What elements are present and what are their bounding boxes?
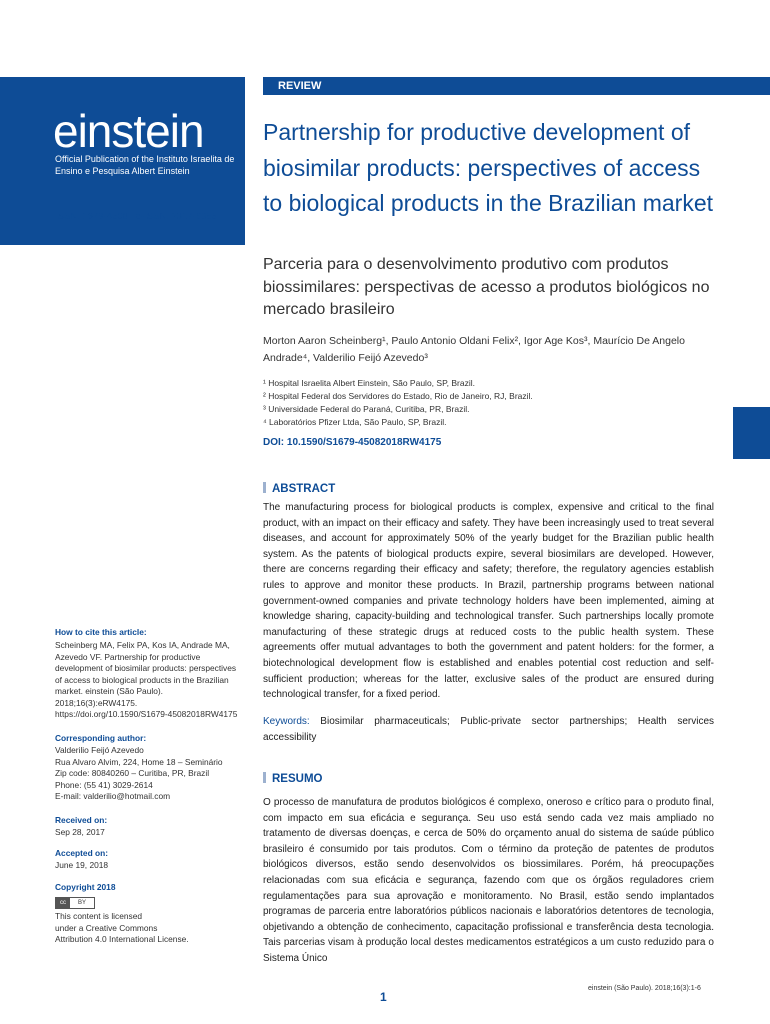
article-title: Partnership for productive development of biosimilar products: perspectives of access to biological products in the Brazilian market [263, 119, 714, 216]
doi-link[interactable]: DOI: 10.1590/S1679-45082018RW4175 [263, 437, 442, 448]
article-title-pt: Parceria para o desenvolvimento produtivo com produtos biossimilares: perspectivas de acesso a produtos biológicos no mercado brasileiro [263, 256, 710, 318]
resumo-heading: RESUMO [263, 772, 322, 785]
keywords [263, 714, 714, 745]
license-text: This content is licensed under a Creative Commons Attribution 4.0 International License. [55, 911, 189, 944]
affiliation: ⁴ Laboratórios Pfizer Ltda, São Paulo, SP, Brazil. [263, 417, 447, 427]
accepted-date: June 19, 2018 [55, 860, 109, 870]
issn: ISSN: 1679-4508 | e-ISSN: 2317-6385 [55, 211, 217, 222]
keywords-label: Keywords: [263, 716, 310, 727]
accepted-heading: Accepted on: [55, 848, 109, 858]
journal-logo: einstein [53, 105, 204, 157]
corresponding-author-text: Valderilio Feijó Azevedo Rua Alvaro Alvim, 224, Home 18 – Seminário Zip code: 80840260 – Curitiba, PR, Brazil Phone: (55 41) 3029-2614 E-mail: valderilio@hotmail.com [55, 745, 223, 801]
cc-icon-right: BY [77, 900, 86, 906]
journal-subtitle: Official Publication of the Instituto Israelita de Ensino e Pesquisa Albert Einstein [55, 154, 235, 176]
received-heading: Received on: [55, 815, 108, 825]
copyright-heading: Copyright 2018 [55, 882, 116, 892]
corresponding-author-heading: Corresponding author: [55, 733, 147, 743]
cc-icon-left: cc [56, 898, 70, 908]
resumo-text: O processo de manufatura de produtos biológicos é complexo, oneroso e crítico para o produto final, com impacto em sua eficácia e segurança. Seu uso está sendo cada vez mais ampliado no tratamento de diversas doenças, e cerca de 50% do orçamento anual do sistema de saúde público brasileiro é consumido por tais produtos. Com o término da proteção de patentes de produtos biológicos diversos, estão sendo desenvolvidos os biossimilares. Porém, há preocupações relacionadas com sua eficácia e segurança, fazendo com que os órgãos reguladores criem regulamentações para sua aprovação e monitoramento. No Brasil, estão sendo implantados programas de parceria entre laboratórios públicos nacionais e laboratórios detentores de tecnologia, objetivando a obtenção de conhecimento, capacitação profissional e transferência desta tecnologia. Tais parcerias visam à produção local destes medicamentos estratégicos a um custo reduzido para o Sistema Único [263, 797, 714, 964]
side-tab-marker [733, 407, 770, 459]
abstract-text: The manufacturing process for biological products is complex, expensive and critical to the final product, with an impact on their efficacy and safety. They have been increasingly used to treat several diseases, and account for approximately 50% of the yearly budget for the Brazilian public health system. As the patents of biological products expire, several biosimilars are developed. However, there are concerns regarding their efficacy and safety; therefore, the regulatory agencies establish rules to approve and monitor these products. In Brazil, partnership programs between national government-owned companies and private technology holders have been implemented, aiming at knowledge sharing, capacity-building and technological transfer. Such partnerships locally promote manufacturing of these strategic drugs at reduced costs to the public health system. These agreements offer mutual advantages to both the government and patent holders: for the former, a biotechnological development flow is established and enables potential cost reduction and self-sufficient production; whereas for the latter, exclusive sales of the product are ensured during technological transfer, for a fixed period. [263, 502, 714, 701]
affiliation: ³ Universidade Federal do Paraná, Curitiba, PR, Brazil. [263, 404, 470, 414]
cite-text: Scheinberg MA, Felix PA, Kos IA, Andrade MA, Azevedo VF. Partnership for productive development of biosimilar products: perspectives of access to biological products in the Brazilian market. einstein (São Paulo). 2018;16(3):eRW4175. https://doi.org/10.1590/S1679-45082018RW4175 [55, 640, 238, 719]
received-date: Sep 28, 2017 [55, 827, 105, 837]
author-list: Morton Aaron Scheinberg¹, Paulo Antonio Oldani Felix², Igor Age Kos³, Maurício De Angelo Andrade⁴, Valderilio Feijó Azevedo³ [263, 335, 685, 364]
article-type-badge: REVIEW [263, 77, 770, 95]
affiliation: ² Hospital Federal dos Servidores do Estado, Rio de Janeiro, RJ, Brazil. [263, 391, 533, 401]
affiliations [263, 377, 723, 429]
page-number: 1 [380, 990, 387, 1004]
abstract-heading: ABSTRACT [263, 482, 335, 495]
keywords-text: Biosimilar pharmaceuticals; Public-private sector partnerships; Health services accessibility [263, 716, 715, 743]
cite-heading: How to cite this article: [55, 627, 147, 637]
cc-license-icon[interactable] [55, 897, 95, 909]
footer-citation: einstein (São Paulo). 2018;16(3):1-6 [588, 985, 701, 992]
affiliation: ¹ Hospital Israelita Albert Einstein, São Paulo, SP, Brazil. [263, 378, 475, 388]
